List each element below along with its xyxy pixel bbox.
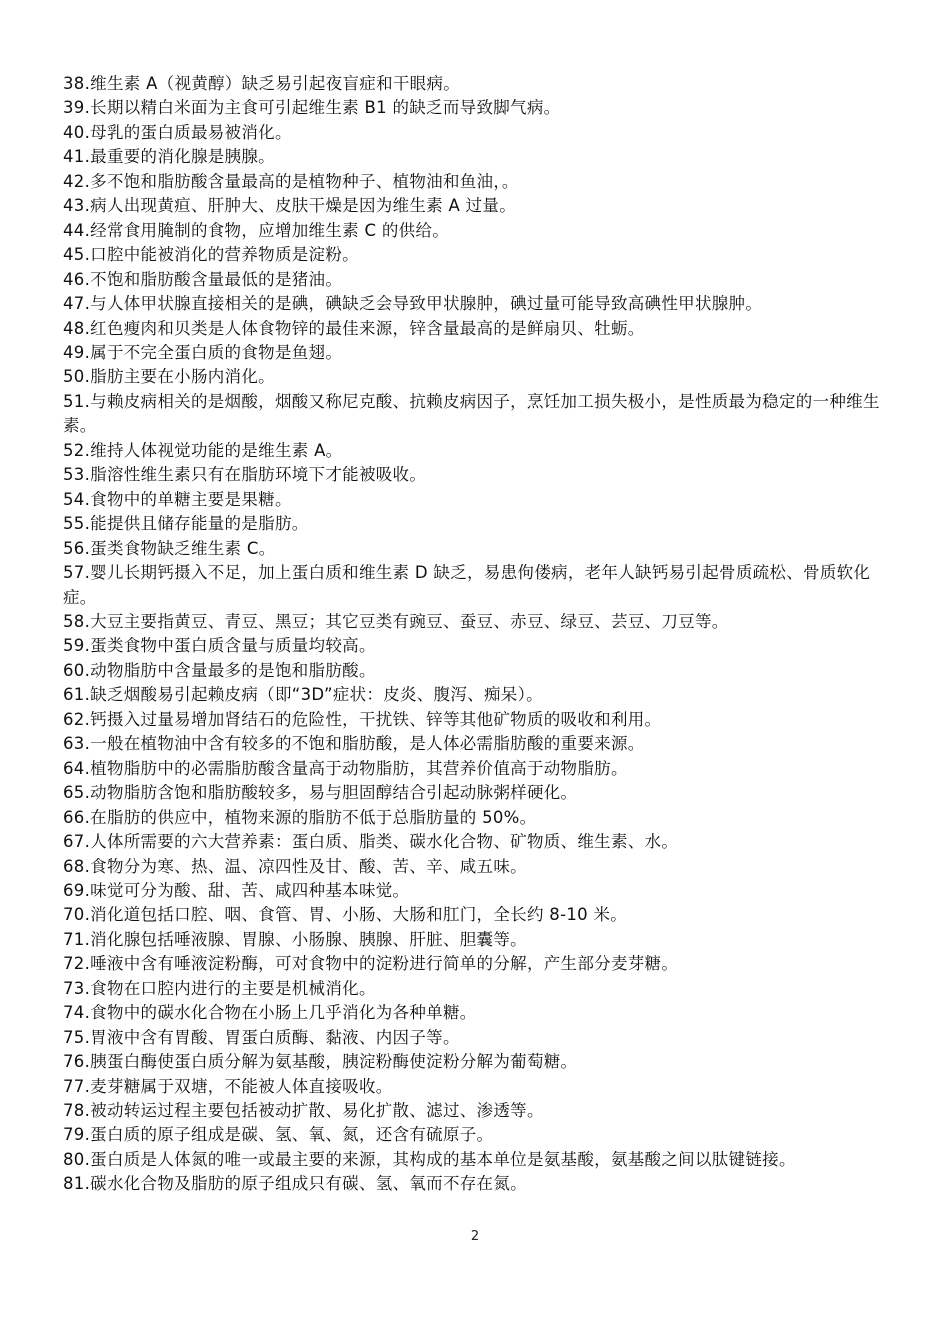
- list-item: 77.麦芽糖属于双塘，不能被人体直接吸收。: [63, 1076, 393, 1096]
- list-item: 79.蛋白质的原子组成是碳、氢、氧、氮，还含有硫原子。: [63, 1125, 494, 1145]
- list-item: 70.消化道包括口腔、咽、食管、胃、小肠、大肠和肛门，全长约 8-10 米。: [63, 905, 628, 925]
- list-item: 52.维持人体视觉功能的是维生素 A。: [63, 440, 343, 460]
- list-item: 51.与赖皮病相关的是烟酸，烟酸又称尼克酸、抗赖皮病因子，烹饪加工损失极小，是性质最为稳定的一种维生素。: [63, 391, 880, 436]
- list-item: 40.母乳的蛋白质最易被消化。: [63, 122, 292, 142]
- list-item: 73.食物在口腔内进行的主要是机械消化。: [63, 978, 376, 998]
- list-item: 53.脂溶性维生素只有在脂肪环境下才能被吸收。: [63, 465, 427, 485]
- list-item: 59.蛋类食物中蛋白质含量与质量均较高。: [63, 636, 376, 656]
- list-item: 45.口腔中能被消化的营养物质是淀粉。: [63, 245, 359, 265]
- list-item: 69.味觉可分为酸、甜、苦、咸四种基本味觉。: [63, 880, 410, 900]
- list-item: 72.唾液中含有唾液淀粉酶，可对食物中的淀粉进行简单的分解，产生部分麦芽糖。: [63, 954, 679, 974]
- list-item: 41.最重要的消化腺是胰腺。: [63, 147, 275, 167]
- document-body: [63, 72, 893, 1197]
- list-item: 48.红色瘦肉和贝类是人体食物锌的最佳来源，锌含量最高的是鲜扇贝、牡蛎。: [63, 318, 645, 338]
- list-item: 55.能提供且储存能量的是脂肪。: [63, 514, 309, 534]
- list-item: 76.胰蛋白酶使蛋白质分解为氨基酸，胰淀粉酶使淀粉分解为葡萄糖。: [63, 1052, 578, 1072]
- list-item: 63.一般在植物油中含有较多的不饱和脂肪酸，是人体必需脂肪酸的重要来源。: [63, 734, 645, 754]
- list-item: 38.维生素 A（视黄醇）缺乏易引起夜盲症和干眼病。: [63, 74, 461, 93]
- list-item: 58.大豆主要指黄豆、青豆、黑豆；其它豆类有豌豆、蚕豆、赤豆、绿豆、芸豆、刀豆等。: [63, 611, 729, 631]
- list-item: 61.缺乏烟酸易引起赖皮病（即“3D”症状：皮炎、腹泻、痴呆）。: [63, 685, 543, 705]
- list-item: 75.胃液中含有胃酸、胃蛋白质酶、黏液、内因子等。: [63, 1027, 460, 1047]
- list-item: 81.碳水化合物及脂肪的原子组成只有碳、氢、氧而不存在氮。: [63, 1174, 527, 1194]
- list-item: 43.病人出现黄疸、肝肿大、皮肤干燥是因为维生素 A 过量。: [63, 196, 517, 216]
- list-item: 62.钙摄入过量易增加肾结石的危险性，干扰铁、锌等其他矿物质的吸收和利用。: [63, 709, 662, 729]
- list-item: 46.不饱和脂肪酸含量最低的是猪油。: [63, 269, 343, 289]
- list-item: 78.被动转运过程主要包括被动扩散、易化扩散、滤过、渗透等。: [63, 1101, 544, 1121]
- list-item: 74.食物中的碳水化合物在小肠上几乎消化为各种单糖。: [63, 1003, 477, 1023]
- list-item: 60.动物脂肪中含量最多的是饱和脂肪酸。: [63, 660, 376, 680]
- list-item: 39.长期以精白米面为主食可引起维生素 B1 的缺乏而导致脚气病。: [63, 98, 561, 118]
- list-item: 71.消化腺包括唾液腺、胃腺、小肠腺、胰腺、肝脏、胆囊等。: [63, 929, 527, 949]
- list-item: 57.婴儿长期钙摄入不足，加上蛋白质和维生素 D 缺乏，易患佝偻病，老年人缺钙易引起骨质疏松、骨质软化症。: [63, 563, 871, 607]
- list-item: 49.属于不完全蛋白质的食物是鱼翅。: [63, 342, 343, 362]
- list-item: 56.蛋类食物缺乏维生素 C。: [63, 538, 276, 558]
- list-item: 64.植物脂肪中的必需脂肪酸含量高于动物脂肪，其营养价值高于动物脂肪。: [63, 758, 628, 778]
- list-item: 67.人体所需要的六大营养素：蛋白质、脂类、碳水化合物、矿物质、维生素、水。: [63, 832, 679, 852]
- list-item: 44.经常食用腌制的食物，应增加维生素 C 的供给。: [63, 220, 450, 240]
- list-item: 42.多不饱和脂肪酸含量最高的是植物种子、植物油和鱼油，。: [63, 171, 519, 191]
- list-item: 50.脂肪主要在小肠内消化。: [63, 367, 275, 387]
- list-item: 80.蛋白质是人体氮的唯一或最主要的来源，其构成的基本单位是氨基酸，氨基酸之间以肽键链接。: [63, 1149, 796, 1169]
- list-item: 65.动物脂肪含饱和脂肪酸较多，易与胆固醇结合引起动脉粥样硬化。: [63, 783, 578, 803]
- page-number: 2: [470, 1229, 480, 1244]
- list-item: 68.食物分为寒、热、温、凉四性及甘、酸、苦、辛、咸五味。: [63, 856, 527, 876]
- list-item: 47.与人体甲状腺直接相关的是碘，碘缺乏会导致甲状腺肿，碘过量可能导致高碘性甲状腺肿。: [63, 294, 763, 314]
- list-item: 54.食物中的单糖主要是果糖。: [63, 489, 292, 509]
- list-item: 66.在脂肪的供应中，植物来源的脂肪不低于总脂肪量的 50%。: [63, 807, 537, 827]
